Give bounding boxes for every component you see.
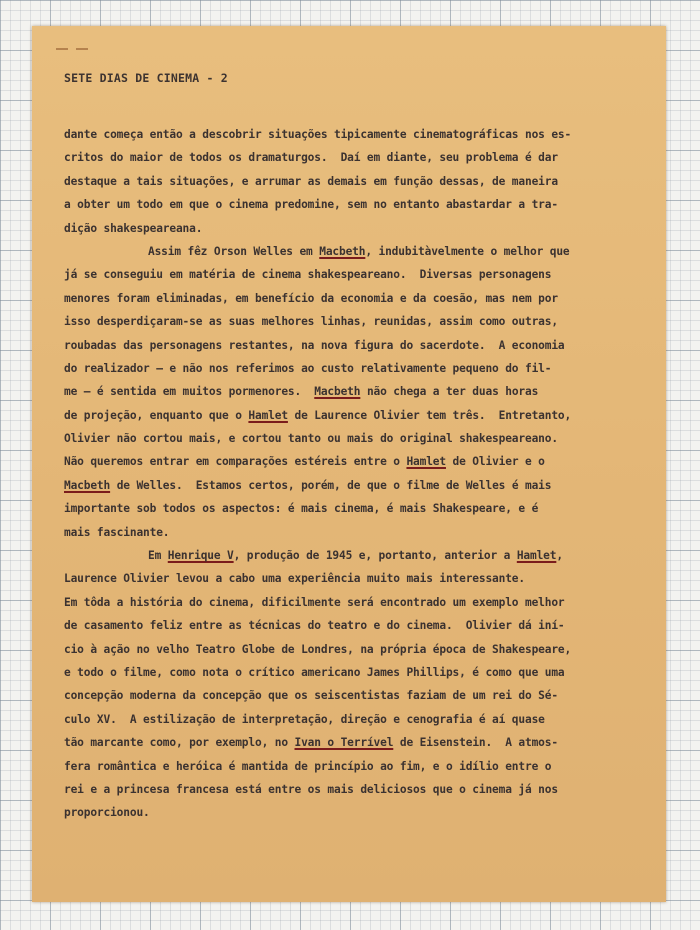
text-line (64, 310, 644, 333)
line-text: proporcionou. (64, 806, 150, 820)
underlined-title: Macbeth (64, 478, 111, 492)
line-text: não chega a ter duas horas (360, 385, 539, 399)
text-line (64, 146, 644, 169)
line-text: Olivier não cortou mais, e cortou tanto ou mais do original shakespeareano. (64, 432, 558, 446)
text-line (64, 287, 644, 310)
line-text: menores foram eliminadas, em benefício da economia e da coesão, mas nem por (64, 291, 558, 305)
line-text: de Welles. Estamos certos, porém, de que o filme de Welles é mais (110, 478, 552, 492)
line-text: mais fascinante. (64, 525, 170, 539)
line-text: Em tôda a história do cinema, dificilmente será encontrado um exemplo melhor (64, 595, 565, 609)
line-text: de Laurence Olivier tem três. Entretanto, (287, 408, 572, 422)
line-text: Laurence Olivier levou a cabo uma experiência muito mais interessante. (64, 572, 525, 586)
line-text: e todo o filme, como nota o crítico americano James Phillips, é como que uma (64, 665, 565, 679)
text-line (64, 450, 644, 473)
text-line (64, 217, 644, 240)
line-text: dição shakespeareana. (64, 221, 203, 235)
line-text: de Olivier e o (445, 455, 545, 469)
text-line (64, 567, 644, 590)
underlined-title: Ivan o Terrível (294, 736, 394, 750)
typed-page (32, 26, 666, 902)
underlined-title: Hamlet (516, 549, 557, 563)
text-line (64, 404, 644, 427)
text-line (64, 170, 644, 193)
line-text: importante sob todos os aspectos: é mais cinema, é mais Shakespeare, e é (64, 502, 539, 516)
line-text: dante começa então a descobrir situações tipicamente cinematográficas nos es- (64, 128, 572, 141)
text-line (64, 614, 644, 637)
punch-mark (76, 48, 88, 50)
line-text: isso desperdiçaram-se as suas melhores linhas, reunidas, assim como outras, (64, 315, 558, 329)
line-text: rei e a princesa francesa está entre os mais deliciosos que o cinema já nos (64, 782, 558, 796)
text-line (64, 123, 644, 146)
punch-mark (56, 48, 68, 50)
text-line (64, 427, 644, 450)
page-header: SETE DIAS DE CINEMA - 2 (64, 71, 228, 85)
text-line (64, 240, 644, 263)
underlined-title: Macbeth (319, 244, 366, 258)
line-text: Assim fêz Orson Welles em (148, 244, 320, 258)
text-line (64, 778, 644, 801)
line-text: culo XV. A estilização de interpretação, direção e cenografia é aí quase (64, 712, 545, 726)
line-text: roubadas das personagens restantes, na nova figura do sacerdote. A economia (64, 338, 565, 352)
text-line (64, 380, 644, 403)
line-text: me — é sentida em muitos pormenores. (64, 385, 315, 399)
underlined-title: Henrique V (167, 549, 234, 563)
text-line (64, 474, 644, 497)
text-line (64, 638, 644, 661)
underlined-title: Hamlet (406, 455, 446, 469)
line-text: , indubitàvelmente o melhor que (365, 244, 570, 258)
underlined-title: Hamlet (248, 408, 288, 422)
line-text: Não queremos entrar em comparações estéreis entre o (64, 455, 407, 469)
body-text (64, 123, 644, 825)
line-text: Em (148, 549, 168, 563)
text-line (64, 263, 644, 286)
text-line (64, 708, 644, 731)
line-text: destaque a tais situações, e arrumar as demais em função dessas, de maneira (64, 174, 558, 188)
line-text: de Eisenstein. A atmos- (393, 736, 558, 750)
text-line (64, 591, 644, 614)
text-line (64, 193, 644, 216)
line-text: , produção de 1945 e, portanto, anterior a (233, 549, 517, 563)
line-text: a obter um todo em que o cinema predomine, sem no entanto abastardar a tra- (64, 198, 558, 212)
text-line (64, 684, 644, 707)
text-line (64, 334, 644, 357)
text-line (64, 661, 644, 684)
text-line (64, 731, 644, 754)
text-line (64, 755, 644, 778)
line-text: de projeção, enquanto que o (64, 408, 249, 422)
line-text: fera romântica e heróica é mantida de princípio ao fim, e o idílio entre o (64, 759, 552, 773)
line-text: de casamento feliz entre as técnicas do teatro e do cinema. Olivier dá iní- (64, 619, 565, 633)
text-line (64, 357, 644, 380)
line-text: , (556, 549, 563, 563)
line-text: cio à ação no velho Teatro Globe de Londres, na própria época de Shakespeare, (64, 642, 572, 656)
line-text: do realizador — e não nos referimos ao custo relativamente pequeno do fil- (64, 361, 552, 375)
line-text: já se conseguiu em matéria de cinema shakespeareano. Diversas personagens (64, 268, 552, 282)
text-line (64, 801, 644, 824)
text-line (64, 544, 644, 567)
line-text: tão marcante como, por exemplo, no (64, 736, 295, 750)
text-line (64, 497, 644, 520)
line-text: concepção moderna da concepção que os seiscentistas faziam de um rei do Sé- (64, 689, 558, 703)
underlined-title: Macbeth (314, 385, 361, 399)
line-text: critos do maior de todos os dramaturgos. Daí em diante, seu problema é dar (64, 151, 558, 165)
text-line (64, 521, 644, 544)
